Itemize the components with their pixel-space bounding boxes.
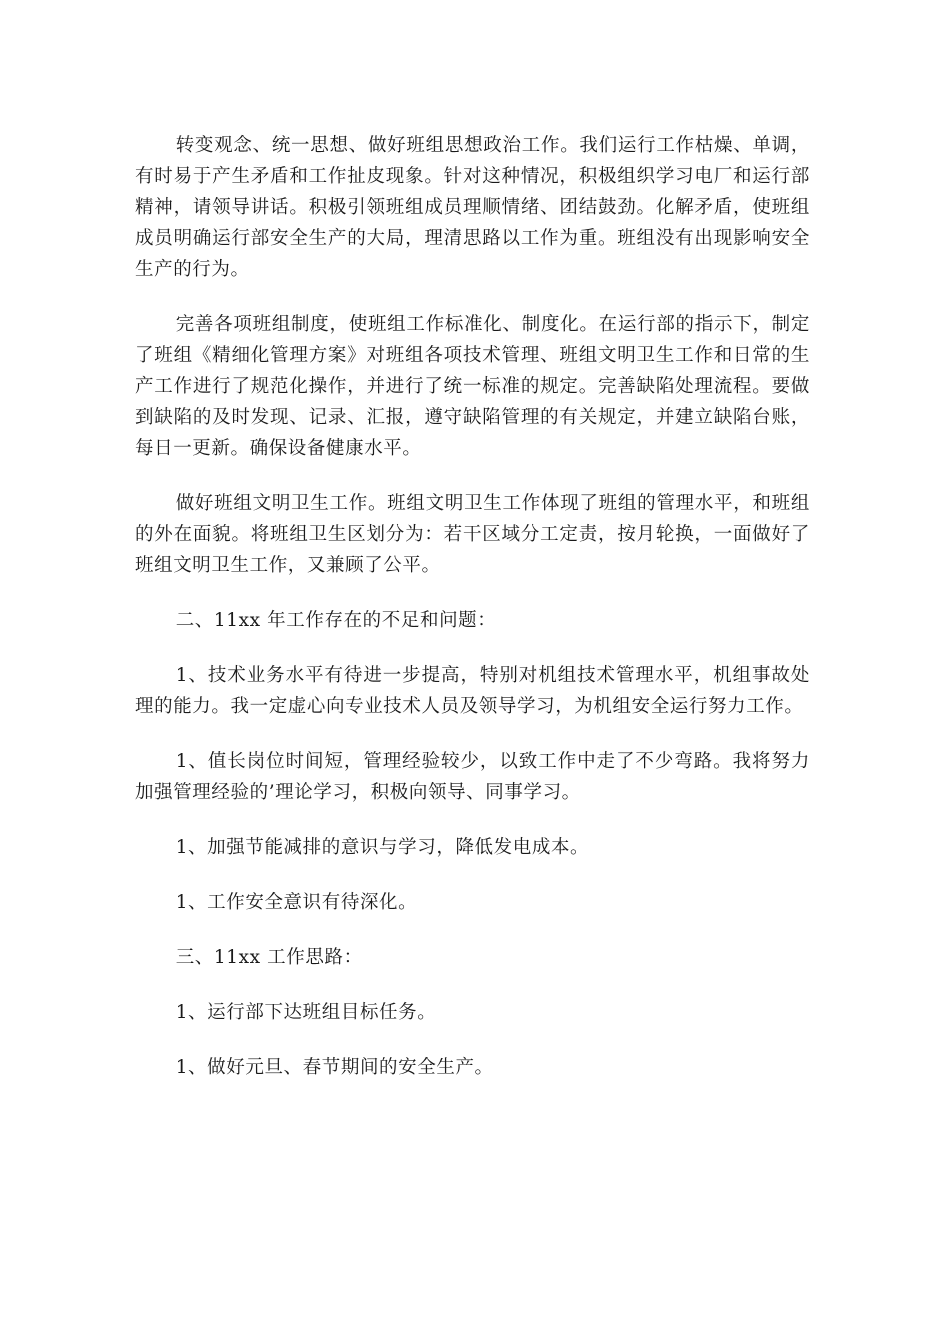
paragraph-hygiene-work: 做好班组文明卫生工作。班组文明卫生工作体现了班组的管理水平，和班组的外在面貌。将班组卫生区划分为：若干区域分工定责，按月轮换，一面做好了班组文明卫生工作，又兼顾了公平。 <box>135 493 810 576</box>
list-item-technical-level: 1、技术业务水平有待进一步提高，特别对机组技术管理水平，机组事故处理的能力。我一定虚心向专业技术人员及领导学习，为机组安全运行努力工作。 <box>135 665 810 717</box>
paragraph-team-system: 完善各项班组制度，使班组工作标准化、制度化。在运行部的指示下，制定了班组《精细化管理方案》对班组各项技术管理、班组文明卫生工作和日常的生产工作进行了规范化操作，并进行了统一标准的规定。完善缺陷处理流程。要做到缺陷的及时发现、记录、汇报，遵守缺陷管理的有关规定，并建立缺陷台账，每日一更新。确保设备健康水平。 <box>135 314 810 459</box>
paragraph-political-work: 转变观念、统一思想、做好班组思想政治工作。我们运行工作枯燥、单调，有时易于产生矛盾和工作扯皮现象。针对这种情况，积极组织学习电厂和运行部精神，请领导讲话。积极引领班组成员理顺情绪、团结鼓劲。化解矛盾，使班组成员明确运行部安全生产的大局，理清思路以工作为重。班组没有出现影响安全生产的行为。 <box>135 135 810 280</box>
document-body <box>135 130 810 1107</box>
list-item-safety-awareness: 1、工作安全意识有待深化。 <box>175 892 418 913</box>
list-item-team-targets: 1、运行部下达班组目标任务。 <box>175 1002 437 1023</box>
section-heading-problems: 二、11xx 年工作存在的不足和问题： <box>175 610 497 631</box>
list-item-management-experience: 1、值长岗位时间短，管理经验较少，以致工作中走了不少弯路。我将努力加强管理经验的’理论学习，积极向领导、同事学习。 <box>135 751 810 803</box>
section-heading-work-plan: 三、11xx 工作思路： <box>175 947 363 968</box>
list-item-energy-saving: 1、加强节能减排的意识与学习，降低发电成本。 <box>175 837 590 858</box>
list-item-holiday-safety: 1、做好元旦、春节期间的安全生产。 <box>175 1057 494 1078</box>
